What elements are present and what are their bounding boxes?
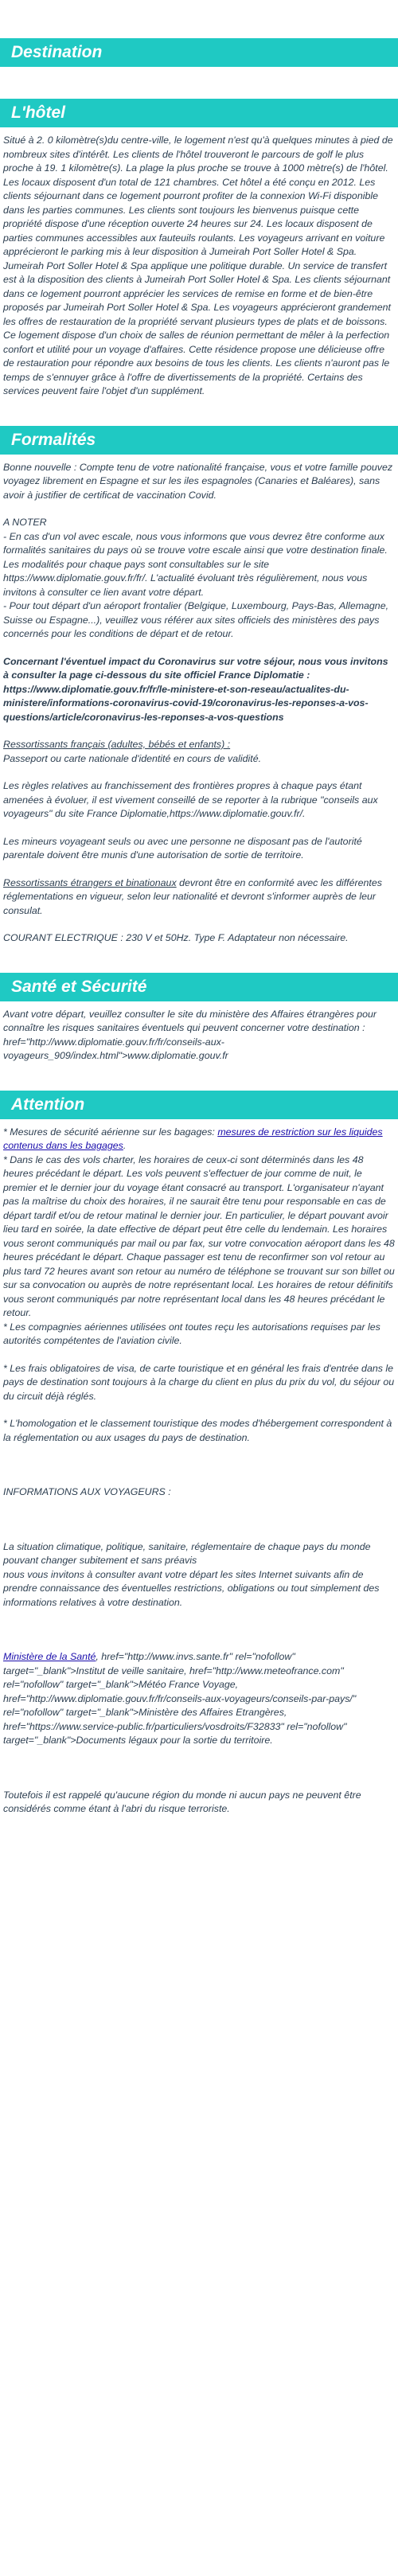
attention-compagnies: * Les compagnies aériennes utilisées ont toutes reçu les autorisations requises par les autorités compétentes de l'aviation civile.: [3, 1321, 380, 1346]
formalites-note-title: A NOTER: [3, 517, 47, 528]
section-title-attention: Attention: [0, 1091, 398, 1119]
liquides-link[interactable]: mesures de restriction sur les liquides contenus dans les bagages: [3, 1126, 383, 1151]
formalites-note-site: Les modalités pour chaque pays sont consultables sur le site https://www.diplomatie.gouv.fr/fr/. L'actualité évoluant très régulièrement, nous vous invitons à consulter ce lien avant votre départ.: [3, 558, 368, 598]
attention-sites: nous vous invitons à consulter avant votre départ les sites Internet suivants afin de prendre connaissance des éventuelles restrictions, obligations ou tout simplement des informations relatives à votre destination.: [3, 1568, 380, 1608]
attention-charter: * Dans le cas des vols charter, les horaires de ceux-ci sont déterminés dans les 48 heures précédant le départ. Les vols peuvent s'effectuer de jour comme de nuit, le premier et le dernier jour du voyage étant consacré au transport. L'organisateur n'ayant pas la maîtrise du choix des horaires, il ne saurait être tenu pour responsable en cas de départ tardif et/ou de retour matinal le dernier jour. En particulier, le départ pouvant avoir lieu tard en soirée, la date effective de départ peut être celle du lendemain. Les horaires vous seront communiqués par mail ou par fax, sur votre convocation aéroport dans les 48 heures précédant le départ. Chaque passager est tenu de reconfirmer son vol retour au plus tard 72 heures avant son retour au numéro de téléphone se trouvant sur son billet ou sur sa convocation ou auprès de notre représentant local. Les horaires de retour définitifs vous seront communiqués par notre représentant local dans les 48 heures précédant le retour.: [3, 1153, 395, 1318]
sante-text: Avant votre départ, veuillez consulter le site du ministère des Affaires étrangères pour connaître les risques sanitaires éventuels qui peuvent concerner votre destination : href="http://www.diplomatie.gouv.fr/fr/conseils-aux-voyageurs_909/index.html">www.diplomatie.gouv.fr: [3, 1008, 377, 1061]
section-title-destination: Destination: [0, 38, 398, 67]
formalites-etrangers-label: Ressortissants étrangers et binationaux: [3, 876, 177, 888]
attention-infos-title: INFORMATIONS AUX VOYAGEURS :: [3, 1486, 171, 1497]
attention-liens: [3, 1650, 395, 1748]
attention-bagages-text: * Mesures de sécurité aérienne sur les bagages:: [3, 1126, 218, 1138]
formalites-francais-label: Ressortissants français (adultes, bébés et enfants) :: [3, 739, 231, 750]
formalites-intro: Bonne nouvelle : Compte tenu de votre nationalité française, vous et votre famille pouvez voyagez librement en Espagne et sur les iles espagnoles (Canaries et Baléares), sans avoir à justifier de certificat de vaccination Covid.: [3, 461, 393, 501]
attention-terrorisme: Toutefois il est rappelé qu'aucune région du monde ni aucun pays ne peuvent être considérés comme étant à l'abri du risque terroriste.: [3, 1789, 361, 1814]
formalites-note-frontalier: - Pour tout départ d'un aéroport frontalier (Belgique, Luxembourg, Pays-Bas, Allemagne, Suisse ou Espagne...), veuillez vous référer aux sites officiels des ministères des pays concernés pour les conditions de départ et de retour.: [3, 600, 389, 639]
attention-bagages-end: .: [123, 1140, 127, 1151]
section-title-hotel: L'hôtel: [0, 99, 398, 127]
formalites-etrangers-text: devront être en conformité avec les différentes réglementations en vigueur, selon leur nationalité et devront s'informer auprès de leur consulat.: [3, 876, 382, 916]
formalites-note-escale: - En cas d'un vol avec escale, nous vous informons que vous devrez être conforme aux formalités sanitaires du pays où se trouve votre escale ainsi que votre destination finale.: [3, 530, 388, 556]
formalites-courant: COURANT ELECTRIQUE : 230 V et 50Hz. Type F. Adaptateur non nécessaire.: [3, 932, 349, 943]
formalites-mineurs: Les mineurs voyageant seuls ou avec une personne ne disposant pas de l'autorité parentale doivent être munis d'une autorisation de sortie de territoire.: [3, 835, 362, 861]
section-title-formalites: Formalités: [0, 426, 398, 455]
attention-frais: * Les frais obligatoires de visa, de carte touristique et en général les frais d'entrée dans le pays de destination sont toujours à la charge du client en plus du prix du vol, du séjour ou du circuit déjà réglés.: [3, 1362, 395, 1402]
formalites-etrangers: [3, 876, 395, 919]
formalites-coronavirus: Concernant l'éventuel impact du Coronavirus sur votre séjour, nous vous invitons à consulter la page ci-dessous du site officiel France Diplomatie : https://www.diplomatie.gouv.fr/fr/le-ministere-et-son-reseau/actualites-du-ministere/informations-coronavirus-covid-19/coronavirus-les-reponses-a-vos-questions/article/coronavirus-les-reponses-a-vos-questions: [3, 655, 388, 723]
formalites-regles: Les règles relatives au franchissement des frontières propres à chaque pays étant amenées à évoluer, il est vivement conseillé de se reporter à la rubrique "conseils aux voyageurs" du site France Diplomatie,https://www.diplomatie.gouv.fr/.: [3, 780, 378, 819]
attention-liens-text: , href="http://www.invs.sante.fr" rel="nofollow" target="_blank">Institut de veille sanitaire, href="http://www.meteofrance.com" rel="nofollow" target="_blank">Météo France Voyage, href="http://www.diplomatie.gouv.fr/fr/conseils-aux-voyageurs/conseils-par-pays/" rel="nofollow" target="_blank">Ministère des Affaires Etrangères, href="https://www.service-public.fr/particuliers/vosdroits/F32833" rel="nofollow" target="_blank">Documents légaux pour la sortie du territoire.: [3, 1651, 357, 1746]
attention-section: [0, 1119, 398, 1817]
ministere-sante-link[interactable]: Ministère de la Santé: [3, 1651, 96, 1662]
hotel-description: Situé à 2. 0 kilomètre(s)du centre-ville, le logement n'est qu'à quelques minutes à pied de nombreux sites d'intérêt. Les clients de l'hôtel trouveront le parcours de golf le plus proche à 19. 1 kilomètre(s). La plage la plus proche se trouve à 1000 mètre(s) de l'hôtel. Les locaux disposent d'un total de 121 chambres. Cet hôtel a été conçu en 2012. Les clients séjournant dans ce logement pourront profiter de la connexion Wi-Fi disponible dans les parties communes. Les clients sont toujours les bienvenus puisque cette propriété dispose d'une réception ouverte 24 heures sur 24. Les locaux disposent de parties communes accessibles aux fauteuils roulants. Les voyageurs arrivant en voiture apprécieront le parking mis à leur disposition à Jumeirah Port Soller Hotel & Spa. Jumeirah Port Soller Hotel & Spa applique une politique durable. Un service de transfert est à la disposition des clients à Jumeirah Port Soller Hotel & Spa. Les clients séjournant dans ce logement pourront apprécier les services de remise en forme et de bien-être proposés par Jumeirah Port Soller Hotel & Spa. Les voyageurs apprécieront grandement les offres de restauration de la propriété servant plusieurs types de plats et de boissons. Ce logement dispose d'un choix de salles de réunion permettant de mêler à la perfection confort et utilité pour un voyage d'affaires. Cette résidence propose une délicieuse offre de restauration pour répondre aux besoins de tous les clients. Les clients n'auront pas le temps de s'ennuyer grâce à l'offre de divertissements de la propriété. Certains des services peuvent faire l'objet d'un supplément.: [3, 135, 393, 396]
attention-homologation: * L'homologation et le classement touristique des modes d'hébergement correspondent à la réglementation ou aux usages du pays de destination.: [3, 1418, 392, 1443]
hotel-section: [0, 127, 398, 399]
sante-section: [0, 1001, 398, 1064]
formalites-section: [0, 455, 398, 946]
formalites-francais-text: Passeport ou carte nationale d'identité en cours de validité.: [3, 752, 262, 764]
section-title-sante: Santé et Sécurité: [0, 973, 398, 1001]
attention-situation: La situation climatique, politique, sanitaire, réglementaire de chaque pays du monde pouvant changer subitement et sans préavis: [3, 1540, 371, 1566]
attention-bagages: [3, 1126, 395, 1153]
